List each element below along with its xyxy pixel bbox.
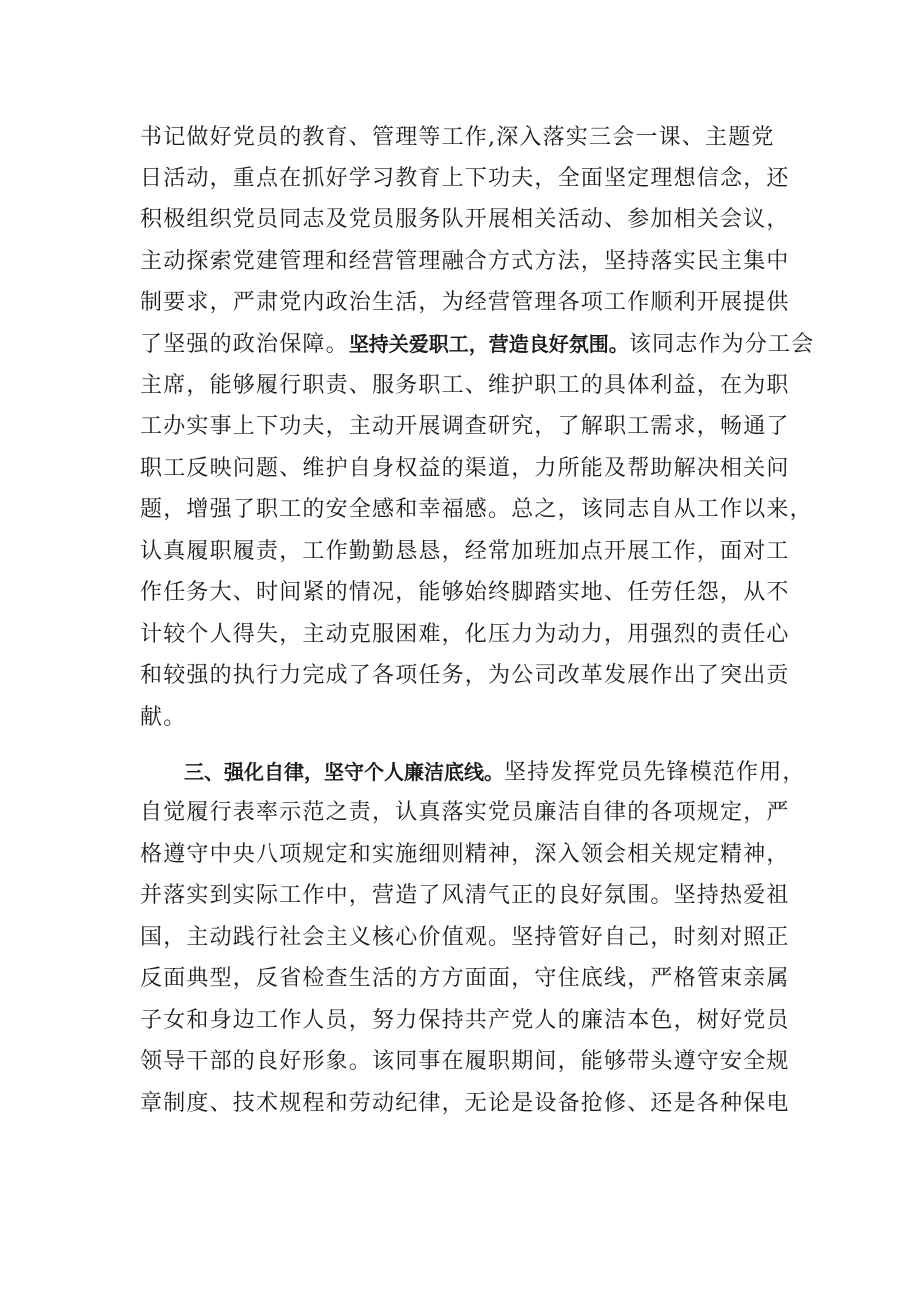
paragraph-line xyxy=(140,793,790,833)
paragraph-line xyxy=(140,159,790,199)
paragraph-line xyxy=(140,532,790,572)
line-text: 认真履职履责，工作勤勤恳恳，经常加班加点开展工作，面对工 xyxy=(140,539,790,564)
paragraph-line xyxy=(140,959,790,999)
paragraph-line xyxy=(140,835,790,875)
paragraph-line xyxy=(140,283,790,323)
line-text: 并落实到实际工作中，营造了风清气正的良好氛围。坚持热爱祖 xyxy=(140,883,790,908)
line-text: 和较强的执行力完成了各项任务，为公司改革发展作出了突出贡 xyxy=(140,663,790,688)
line-text: 制要求，严肃党内政治生活，为经营管理各项工作顺利开展提供 xyxy=(140,290,790,315)
line-text: 主动探索党建管理和经营管理融合方式方法，坚持落实民主集中 xyxy=(140,249,790,274)
line-text: 书记做好党员的教育、管理等工作,深入落实三会一课、主题党 xyxy=(140,125,775,150)
line-text: 主席，能够履行职责、服务职工、维护职工的具体利益，在为职 xyxy=(140,373,790,398)
paragraph-line xyxy=(140,118,785,158)
line-text: 计较个人得失，主动克服困难，化压力为动力，用强烈的责任心 xyxy=(140,622,790,647)
paragraph-line xyxy=(140,615,790,655)
line-text: 反面典型，反省检查生活的方方面面，守住底线，严格管束亲属 xyxy=(140,966,790,991)
paragraph-line xyxy=(140,366,790,406)
line-text: 积极组织党员同志及党员服务队开展相关活动、参加相关会议， xyxy=(140,207,790,232)
line-text: 子女和身边工作人员，努力保持共产党人的廉洁本色，树好党员 xyxy=(140,1008,790,1033)
line-text: 献。 xyxy=(140,705,187,730)
paragraph-line xyxy=(140,1001,790,1041)
line-text-tail: 该同志作为分工会 xyxy=(628,332,815,357)
section-heading: 三、强化自律，坚守个人廉洁底线。 xyxy=(184,760,504,784)
line-text: 职工反映问题、维护自身权益的渠道，力所能及帮助解决相关问 xyxy=(140,456,790,481)
line-text: 题，增强了职工的安全感和幸福感。总之，该同志自从工作以来， xyxy=(140,497,813,522)
paragraph-line xyxy=(140,698,785,738)
line-text: 领导干部的良好形象。该同事在履职期间，能够带头遵守安全规 xyxy=(140,1049,790,1074)
line-text: 章制度、技术规程和劳动纪律，无论是设备抢修、还是各种保电 xyxy=(140,1091,790,1116)
paragraph-line xyxy=(140,876,790,916)
paragraph-line xyxy=(140,573,790,613)
line-text: 日活动，重点在抓好学习教育上下功夫，全面坚定理想信念，还 xyxy=(140,166,790,191)
line-text: 了坚强的政治保障。 xyxy=(140,332,349,357)
paragraph-line xyxy=(140,449,790,489)
paragraph-line xyxy=(140,242,790,282)
paragraph-line xyxy=(140,490,813,530)
paragraph-line xyxy=(140,200,790,240)
paragraph-line xyxy=(140,407,790,447)
line-text: 格遵守中央八项规定和实施细则精神，深入领会相关规定精神， xyxy=(140,842,790,867)
paragraph-line xyxy=(140,656,790,696)
line-text-tail: 坚持发挥党员先锋模范作用， xyxy=(504,760,806,785)
line-text: 自觉履行表率示范之责，认真落实党员廉洁自律的各项规定，严 xyxy=(140,800,790,825)
paragraph-line xyxy=(140,324,815,364)
paragraph-line xyxy=(184,752,829,792)
line-text: 作任务大、时间紧的情况，能够始终脚踏实地、任劳任怨，从不 xyxy=(140,580,790,605)
bold-heading: 坚持关爱职工，营造良好氛围。 xyxy=(348,332,629,356)
paragraph-line xyxy=(140,1042,790,1082)
paragraph-line xyxy=(140,918,790,958)
paragraph-line xyxy=(140,1084,790,1124)
line-text: 工办实事上下功夫，主动开展调查研究，了解职工需求，畅通了 xyxy=(140,414,790,439)
line-text: 国，主动践行社会主义核心价值观。坚持管好自己，时刻对照正 xyxy=(140,925,790,950)
